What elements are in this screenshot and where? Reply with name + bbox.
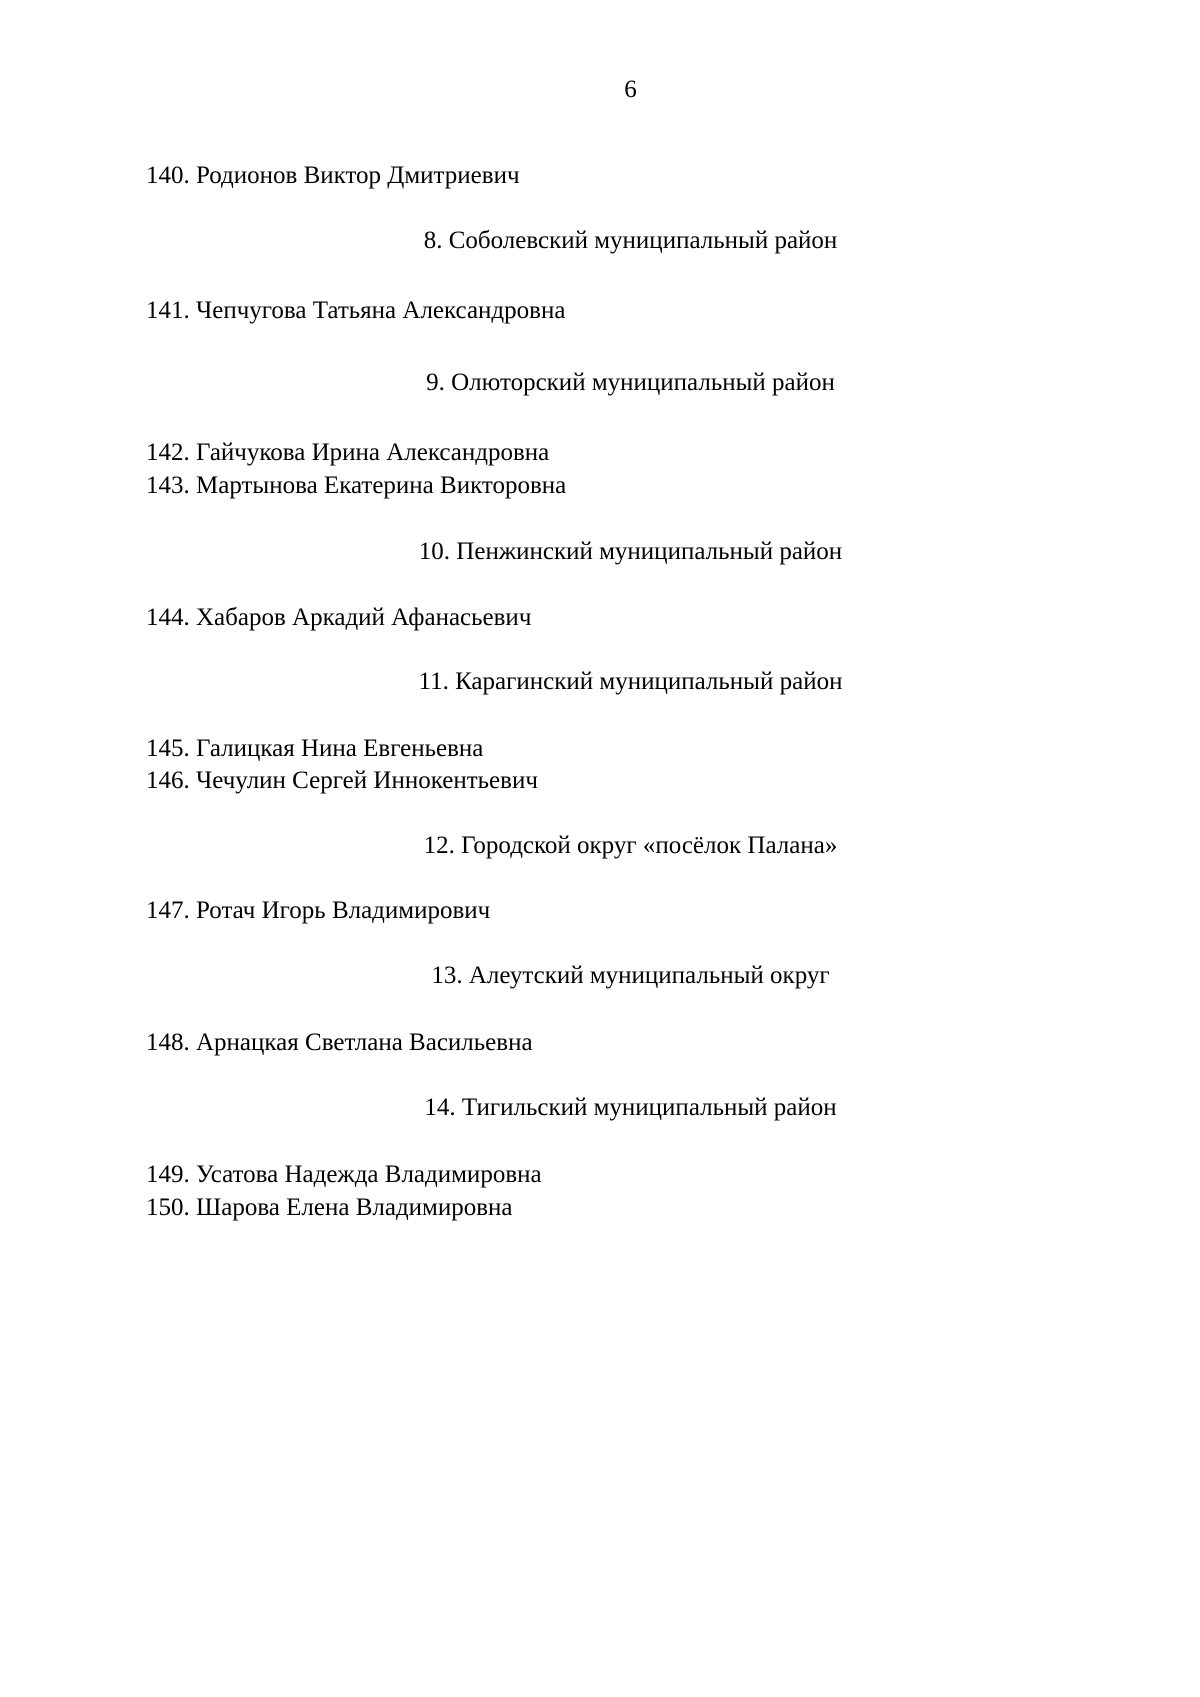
section-heading: 11. Карагинский муниципальный район	[418, 668, 843, 695]
section-heading: 8. Соболевский муниципальный район	[423, 227, 838, 254]
section-heading: 14. Тигильский муниципальный район	[424, 1094, 837, 1121]
list-item: 149. Усатова Надежда Владимировна	[146, 1161, 542, 1188]
section-heading: 12. Городской округ «посёлок Палана»	[423, 832, 838, 859]
section-heading: 10. Пенжинский муниципальный район	[418, 538, 843, 565]
list-item: 142. Гайчукова Ирина Александровна	[146, 439, 550, 466]
list-item: 144. Хабаров Аркадий Афанасьевич	[146, 604, 532, 631]
list-item: 148. Арнацкая Светлана Васильевна	[146, 1029, 533, 1056]
list-item: 145. Галицкая Нина Евгеньевна	[146, 735, 484, 762]
page-number: 6	[624, 76, 637, 103]
list-item: 147. Ротач Игорь Владимирович	[146, 897, 491, 924]
list-item: 143. Мартынова Екатерина Викторовна	[146, 472, 567, 499]
list-item: 150. Шарова Елена Владимировна	[146, 1194, 513, 1221]
section-heading: 13. Алеутский муниципальный округ	[431, 962, 830, 989]
list-item: 141. Чепчугова Татьяна Александровна	[146, 297, 566, 324]
list-item: 146. Чечулин Сергей Иннокентьевич	[146, 767, 538, 794]
section-heading: 9. Олюторский муниципальный район	[426, 369, 835, 396]
list-item: 140. Родионов Виктор Дмитриевич	[146, 162, 520, 189]
